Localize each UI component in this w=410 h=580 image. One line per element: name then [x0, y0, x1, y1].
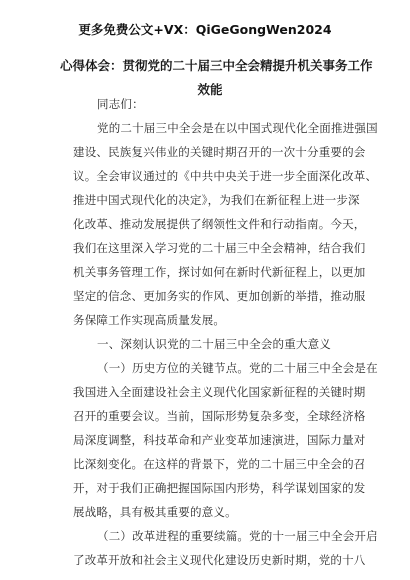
- paragraph-line: 了改革开放和社会主义现代化建设历史新时期，党的十八: [73, 553, 366, 567]
- paragraph-line: 我们在这里深入学习党的二十届三中全会精神，结合我们: [73, 241, 366, 255]
- paragraph-line: 建设、民族复兴伟业的关键时期召开的一次十分重要的会: [73, 145, 366, 159]
- salutation: 同志们：: [97, 97, 144, 111]
- paragraph-line: 坚定的信念、更加务实的作风、更加创新的举措，推动服: [73, 289, 366, 303]
- paragraph-line: （一）历史方位的关键节点。党的二十届三中全会是在: [97, 361, 378, 375]
- paragraph-line: 开，对于我们正确把握国际国内形势，科学谋划国家的发: [73, 481, 366, 495]
- paragraph-line: 化改革、推动发展提供了纲领性文件和行动指南。今天，: [73, 217, 366, 231]
- promo-banner: 更多免费公文+VX：QiGeGongWen2024: [78, 22, 332, 37]
- paragraph-line: 机关事务管理工作，探讨如何在新时代新征程上，以更加: [73, 265, 366, 279]
- section-heading: 一、深刻认识党的二十届三中全会的重大意义: [97, 337, 331, 351]
- paragraph-line: 党的二十届三中全会是在以中国式现代化全面推进强国: [97, 121, 378, 135]
- paragraph-line: 比深刻变化。在这样的背景下，党的二十届三中全会的召: [73, 457, 366, 471]
- document-title: [60, 54, 373, 102]
- paragraph-line: 召开的重要会议。当前，国际形势复杂多变，全球经济格: [73, 409, 366, 423]
- paragraph-line: 展战略，具有极其重要的意义。: [73, 505, 237, 519]
- paragraph-line: 推进中国式现代化的决定》，为我们在新征程上进一步深: [73, 193, 360, 207]
- title-line-2: 效能: [197, 82, 223, 97]
- paragraph-line: （二）改革进程的重要续篇。党的十一届三中全会开启: [97, 529, 378, 543]
- paragraph-line: 议。全会审议通过的《中共中央关于进一步全面深化改革、: [73, 169, 378, 183]
- paragraph-line: 局深度调整，科技革命和产业变革加速演进，国际力量对: [73, 433, 366, 447]
- paragraph-line: 务保障工作实现高质量发展。: [73, 313, 226, 327]
- paragraph-line: 我国进入全面建设社会主义现代化国家新征程的关键时期: [73, 385, 366, 399]
- title-line-1: 心得体会：贯彻党的二十届三中全会精提升机关事务工作: [60, 58, 373, 73]
